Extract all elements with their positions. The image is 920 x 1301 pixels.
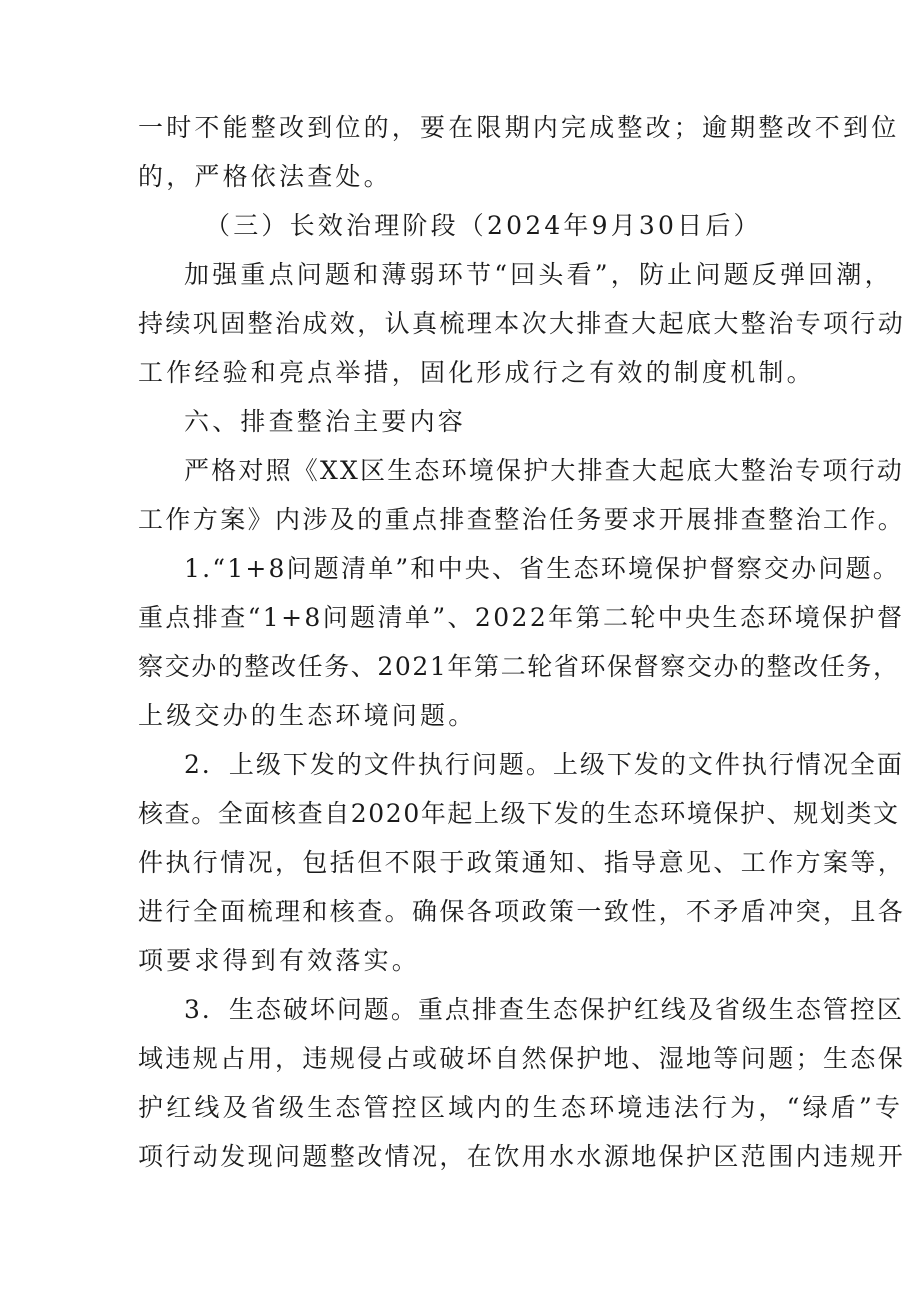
text-line-8: 严格对照《XX区生态环境保护大排查大起底大整治专项行动 <box>184 456 904 485</box>
section-heading-long-term: （三）长效治理阶段（2024年9月30日后） <box>205 211 762 240</box>
text-line-11: 重点排查“1+8问题清单”、2022年第二轮中央生态环境保护督 <box>138 603 905 632</box>
text-line-20: 域违规占用，违规侵占或破坏自然保护地、湿地等问题；生态保 <box>138 1044 906 1073</box>
text-line-4: 加强重点问题和薄弱环节“回头看”，防止问题反弹回潮， <box>184 260 893 289</box>
text-line-18: 项要求得到有效落实。 <box>138 946 421 975</box>
item-heading-1: 1.“1+8问题清单”和中央、省生态环境保护督察交办问题。 <box>184 554 900 583</box>
text-line-12: 察交办的整改任务、2021年第二轮省环保督察交办的整改任务， <box>138 652 900 681</box>
text-line-21: 护红线及省级生态管控区域内的生态环境违法行为，“绿盾”专 <box>138 1093 904 1122</box>
text-line-6: 工作经验和亮点举措，固化形成行之有效的制度机制。 <box>138 358 815 387</box>
text-line-9: 工作方案》内涉及的重点排查整治任务要求开展排查整治工作。 <box>138 505 906 534</box>
item-heading-2: 2．上级下发的文件执行问题。上级下发的文件执行情况全面 <box>184 750 904 779</box>
text-line-16: 件执行情况，包括但不限于政策通知、指导意见、工作方案等， <box>138 848 906 877</box>
text-line-5: 持续巩固整治成效，认真梳理本次大排查大起底大整治专项行动 <box>138 309 906 338</box>
section-heading-six: 六、排查整治主要内容 <box>184 407 467 436</box>
item-heading-3: 3．生态破坏问题。重点排查生态保护红线及省级生态管控区 <box>184 995 904 1024</box>
text-line-22: 项行动发现问题整改情况，在饮用水水源地保护区范围内违规开 <box>138 1142 906 1171</box>
text-line-2: 的，严格依法查处。 <box>138 162 392 191</box>
text-line-1: 一时不能整改到位的，要在限期内完成整改；逾期整改不到位 <box>138 113 900 142</box>
text-line-17: 进行全面梳理和核查。确保各项政策一致性，不矛盾冲突，且各 <box>138 897 906 926</box>
text-line-15: 核查。全面核查自2020年起上级下发的生态环境保护、规划类文 <box>138 799 900 828</box>
text-line-13: 上级交办的生态环境问题。 <box>138 701 477 730</box>
